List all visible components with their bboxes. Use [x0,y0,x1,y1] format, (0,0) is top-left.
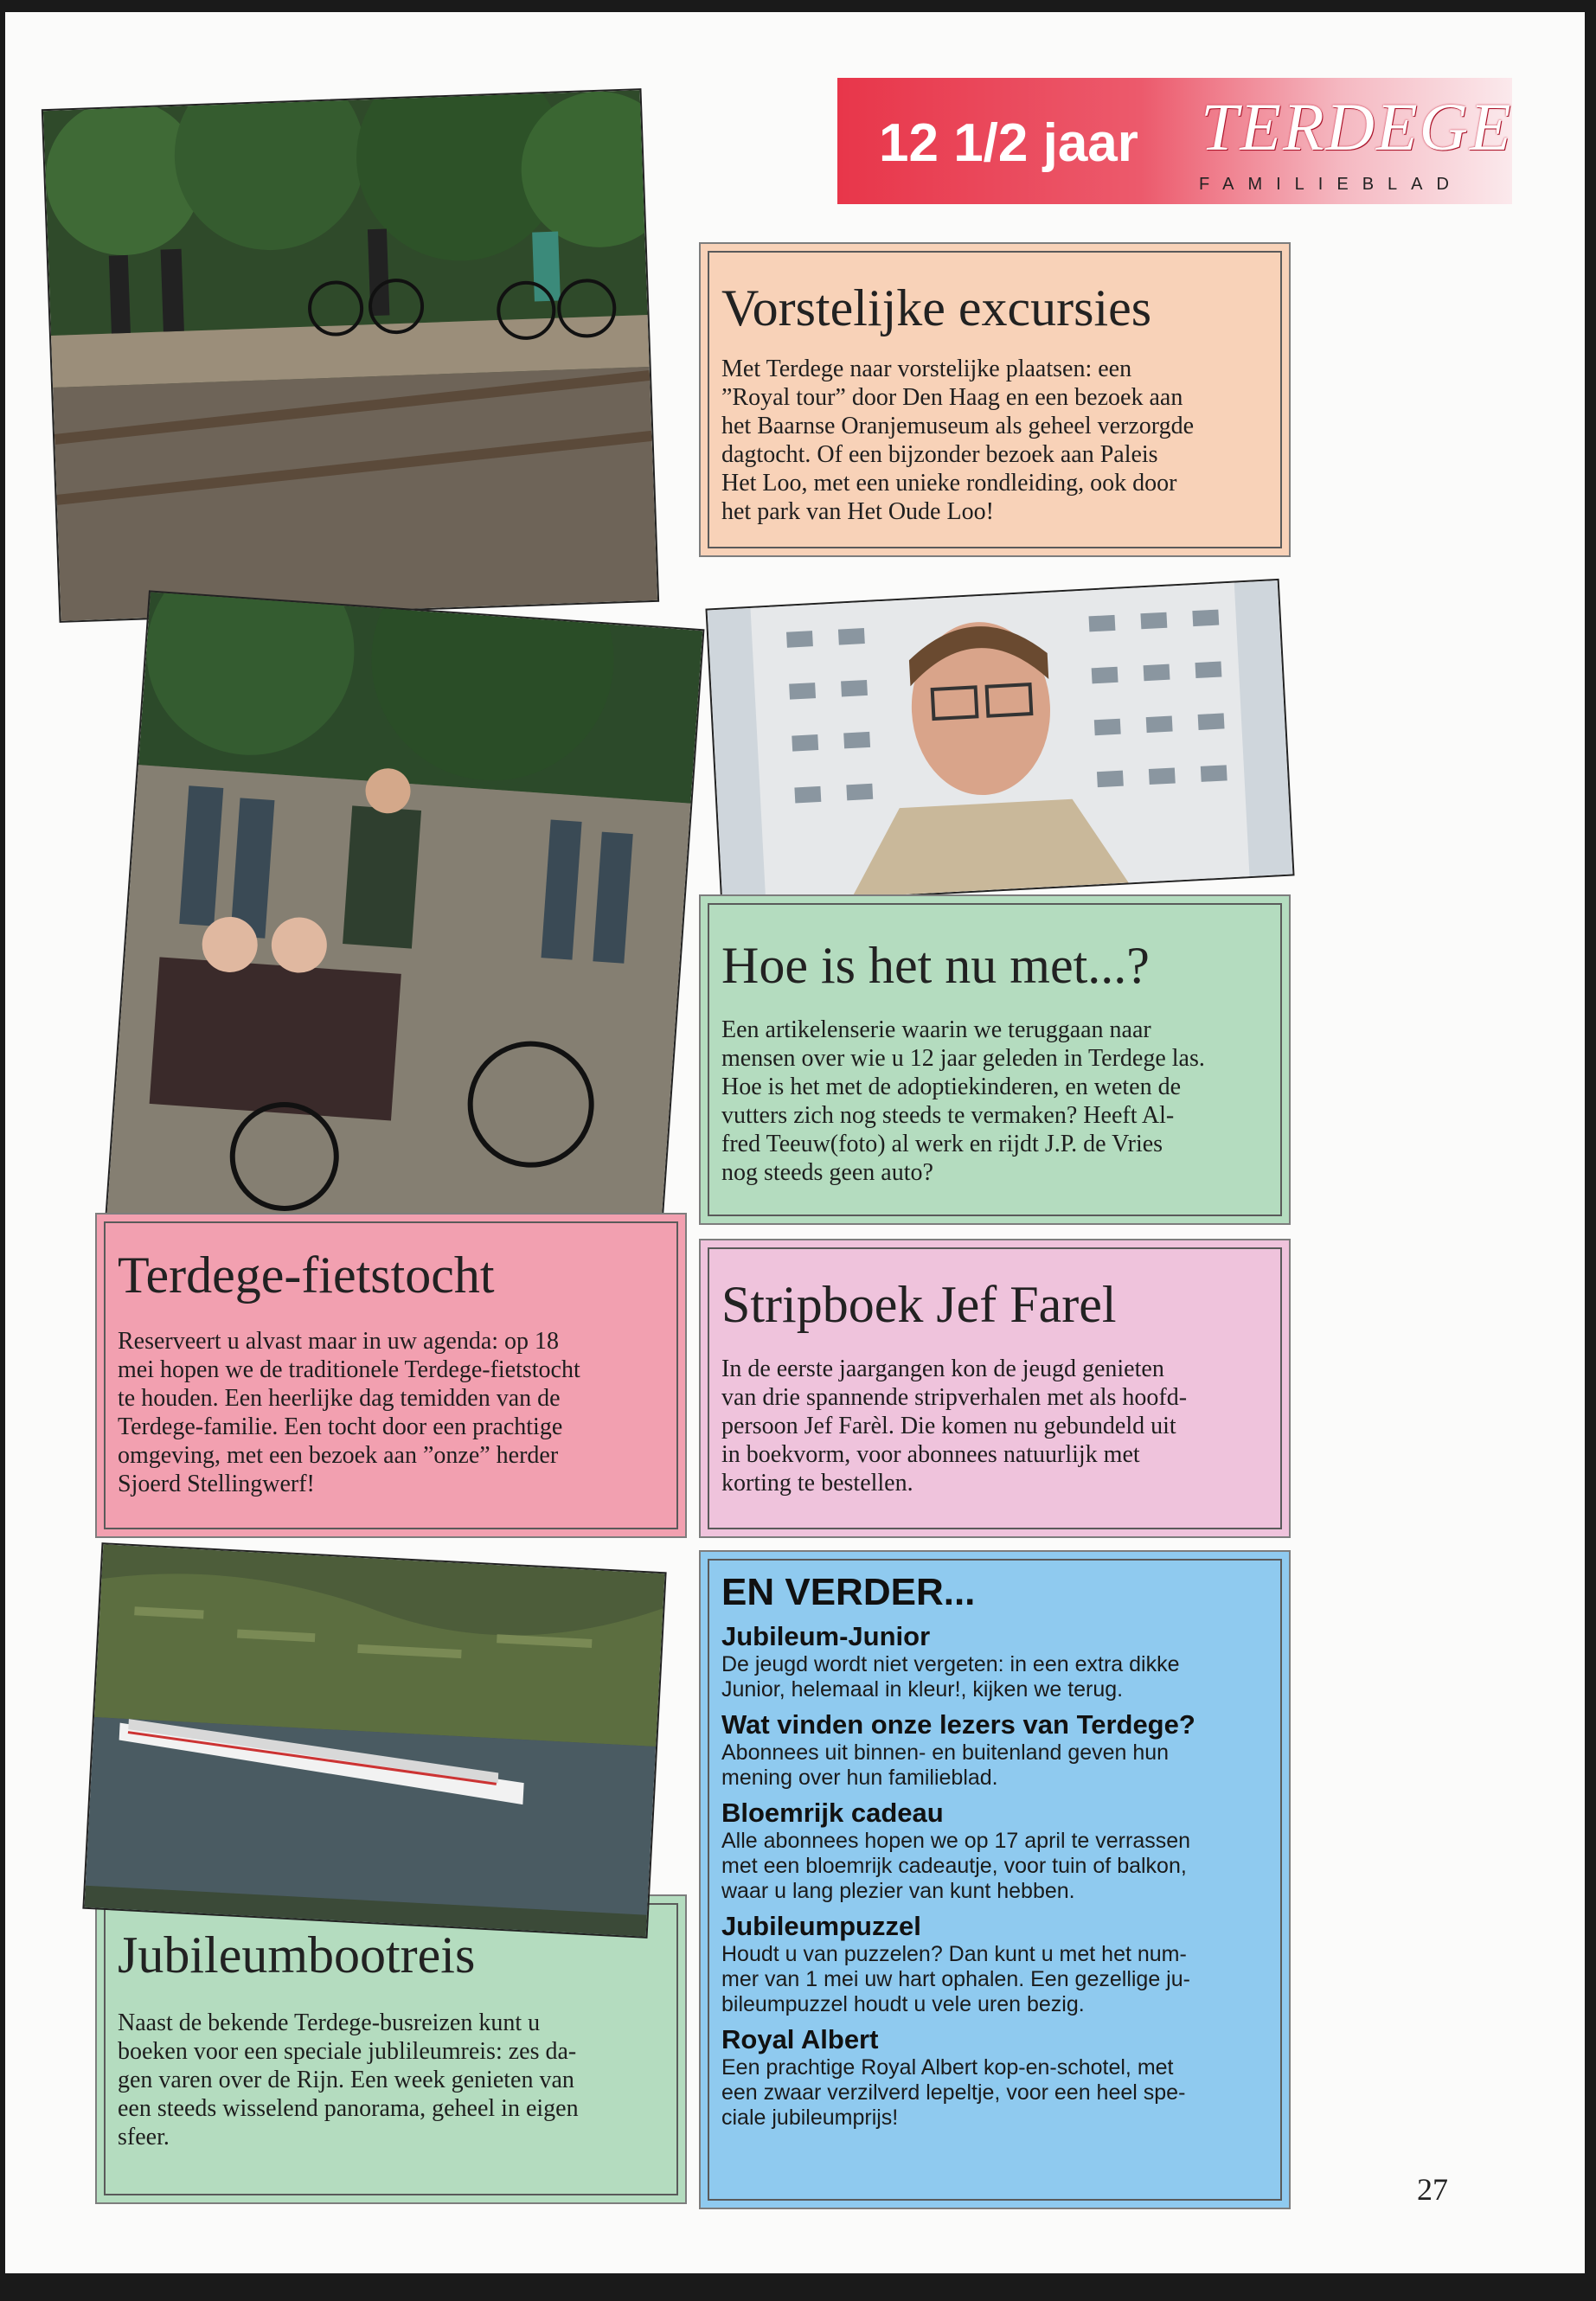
text-line: persoon Jef Farèl. Die komen nu gebundeld uit [721,1413,1176,1439]
text-line: ”Royal tour” door Den Haag en een bezoek aan [721,384,1183,411]
photo-alfred-teeuw [705,579,1294,906]
text-line: bileumpuzzel houdt u vele uren bezig. [721,1992,1085,2016]
article-title: Stripboek Jef Farel [721,1276,1117,1333]
text-line: Hoe is het met de adoptiekinderen, en weten de [721,1074,1182,1100]
article-body [118,1327,671,1498]
text-line: omgeving, met een bezoek aan ”onze” herder [118,1442,559,1469]
photo-river-cruise-ship [82,1542,666,1939]
text-line: De jeugd wordt niet vergeten: in een extra dikke [721,1652,1180,1676]
en-verder-content [721,1571,1275,2131]
article-jubileumbootreis [95,1894,687,2204]
article-title: Terdege-fietstocht [118,1247,495,1304]
en-verder-item-title: Jubileum-Junior [721,1621,931,1651]
anniversary-banner [837,78,1512,204]
photo-bakfiets-cyclists [106,590,705,1253]
text-line: nog steeds geen auto? [721,1159,933,1186]
article-vorstelijke-excursies [699,242,1291,557]
article-body [721,1355,1275,1497]
article-stripboek-jef-farel [699,1239,1291,1538]
article-title: Hoe is het nu met...? [721,937,1150,994]
text-line: Naast de bekende Terdege-busreizen kunt u [118,2009,541,2036]
page-number: 27 [1417,2172,1448,2207]
text-line: dagtocht. Of een bijzonder bezoek aan Paleis [721,441,1158,468]
text-line: te houden. Een heerlijke dag temidden van de [118,1385,561,1412]
text-line: Houdt u van puzzelen? Dan kunt u met het num- [721,1942,1187,1966]
text-line: in boekvorm, voor abonnees natuurlijk met [721,1441,1140,1468]
text-line: mer van 1 mei uw hart ophalen. Een gezellige ju- [721,1967,1190,1991]
text-line: Sjoerd Stellingwerf! [118,1471,315,1497]
en-verder-item-title: Jubileumpuzzel [721,1911,921,1941]
terdege-logo: TERDEGE [1201,89,1513,164]
text-line: mei hopen we de traditionele Terdege-fietstocht [118,1356,580,1383]
text-line: een steeds wisselend panorama, geheel in eigen [118,2095,579,2122]
text-line: Abonnees uit binnen- en buitenland geven hun [721,1740,1170,1765]
en-verder-item-title: Wat vinden onze lezers van Terdege? [721,1709,1195,1740]
text-line: het park van Het Oude Loo! [721,498,994,525]
text-line: Een artikelenserie waarin we teruggaan naar [721,1016,1151,1043]
text-line: boeken voor een speciale jublileumreis: zes da- [118,2038,577,2065]
text-line: van drie spannende stripverhalen met als hoofd- [721,1384,1188,1411]
text-line: gen varen over de Rijn. Een week genieten van [118,2067,574,2093]
en-verder-item-title: Bloemrijk cadeau [721,1798,944,1828]
article-title: Vorstelijke excursies [721,279,1152,336]
en-verder-box [699,1550,1291,2209]
banner-years: 12 1/2 jaar [879,113,1138,173]
banner-subtitle: FAMILIEBLAD [1199,175,1463,194]
text-line: fred Teeuw(foto) al werk en rijdt J.P. de Vries [721,1131,1163,1157]
text-line: sfeer. [118,2124,170,2150]
text-line: een zwaar verzilverd lepeltje, voor een heel spe- [721,2080,1186,2105]
article-terdege-fietstocht [95,1213,687,1538]
en-verder-item-title: Royal Albert [721,2024,879,2054]
text-line: Met Terdege naar vorstelijke plaatsen: een [721,356,1132,382]
text-line: het Baarnse Oranjemuseum als geheel verzorgde [721,413,1195,439]
en-verder-heading: EN VERDER... [721,1571,976,1613]
text-line: Een prachtige Royal Albert kop-en-schotel, met [721,2055,1174,2080]
article-body [721,355,1275,526]
text-line: Reserveert u alvast maar in uw agenda: op 18 [118,1328,560,1355]
text-line: In de eerste jaargangen kon de jeugd genieten [721,1356,1164,1382]
text-line: met een bloemrijk cadeautje, voor tuin of balkon, [721,1854,1187,1878]
text-line: Junior, helemaal in kleur!, kijken we terug. [721,1677,1124,1702]
text-line: vutters zich nog steeds te vermaken? Heeft Al- [721,1102,1175,1129]
text-line: Alle abonnees hopen we op 17 april te verrassen [721,1829,1191,1853]
text-line: waar u lang plezier van kunt hebben. [721,1879,1075,1903]
article-body [118,2009,671,2151]
text-line: mening over hun familieblad. [721,1766,998,1790]
photo-railway-cyclists [42,88,659,623]
text-line: mensen over wie u 12 jaar geleden in Terdege las. [721,1045,1205,1072]
text-line: Terdege-familie. Een tocht door een prachtige [118,1413,563,1440]
text-line: Het Loo, met een unieke rondleiding, ook door [721,470,1177,497]
text-line: ciale jubileumprijs! [721,2106,899,2130]
article-title: Jubileumbootreis [118,1926,476,1984]
text-line: korting te bestellen. [721,1470,913,1497]
article-hoe-is-het-nu-met [699,894,1291,1225]
magazine-page [5,12,1585,2273]
article-body [721,1016,1275,1187]
